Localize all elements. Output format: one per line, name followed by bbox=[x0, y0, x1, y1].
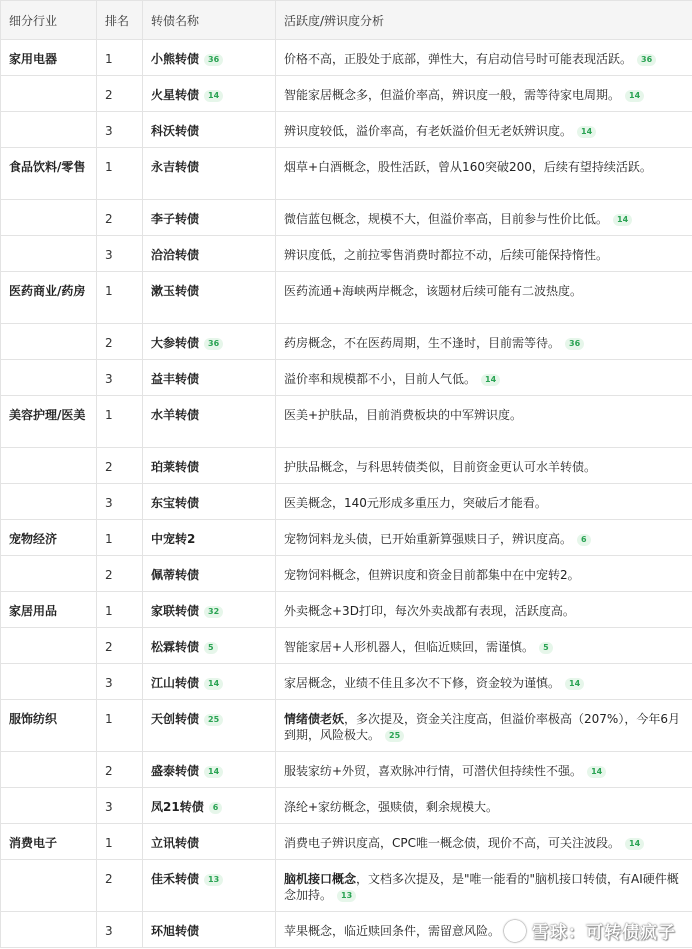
analysis-cell bbox=[276, 76, 692, 112]
table-row bbox=[1, 824, 692, 860]
analysis-cell bbox=[276, 860, 692, 912]
analysis-text: 宠物饲料概念，但辨识度和资金目前都集中在中宠转2。 bbox=[284, 568, 580, 582]
bond-mention-badge: 6 bbox=[209, 802, 223, 814]
table-row bbox=[1, 664, 692, 700]
bond-name[interactable]: 益丰转债 bbox=[151, 372, 200, 386]
table-row bbox=[1, 700, 692, 752]
xueqiu-logo-icon bbox=[504, 920, 526, 942]
table-body bbox=[1, 40, 692, 948]
analysis-cell bbox=[276, 484, 692, 520]
rank-cell: 1 bbox=[97, 396, 143, 448]
analysis-cell bbox=[276, 200, 692, 236]
analysis-text: 医药流通+海峡两岸概念，该题材后续可能有二波热度。 bbox=[284, 284, 583, 298]
analysis-text: 辨识度低，之前拉零售消费时都拉不动，后续可能保持惰性。 bbox=[284, 248, 609, 262]
bond-name-cell bbox=[143, 520, 276, 556]
table-row bbox=[1, 752, 692, 788]
rank-cell: 2 bbox=[97, 76, 143, 112]
analysis-mention-badge: 14 bbox=[613, 214, 632, 226]
analysis-mention-badge: 14 bbox=[565, 678, 584, 690]
bond-name[interactable]: 永吉转债 bbox=[151, 160, 200, 174]
header-analysis: 活跃度/辨识度分析 bbox=[276, 1, 692, 40]
rank-cell: 3 bbox=[97, 788, 143, 824]
analysis-text: 宠物饲料龙头债，已开始重新算强赎日子，辨识度高。 bbox=[284, 532, 573, 546]
header-bond-name: 转债名称 bbox=[143, 1, 276, 40]
analysis-cell bbox=[276, 628, 692, 664]
bond-name-cell bbox=[143, 664, 276, 700]
rank-cell: 3 bbox=[97, 360, 143, 396]
industry-cell bbox=[1, 448, 97, 484]
bond-name[interactable]: 洽洽转债 bbox=[151, 248, 200, 262]
bond-name[interactable]: 漱玉转债 bbox=[151, 284, 200, 298]
analysis-text: 涤纶+家纺概念，强赎债，剩余规模大。 bbox=[284, 800, 499, 814]
rank-cell: 2 bbox=[97, 556, 143, 592]
analysis-cell bbox=[276, 664, 692, 700]
bond-name[interactable]: 江山转债 bbox=[151, 676, 200, 690]
table-row bbox=[1, 484, 692, 520]
analysis-highlight: 脑机接口概念 bbox=[284, 872, 357, 886]
rank-cell: 1 bbox=[97, 700, 143, 752]
rank-cell: 3 bbox=[97, 484, 143, 520]
analysis-text: 智能家居+人形机器人，但临近赎回，需谨慎。 bbox=[284, 640, 535, 654]
analysis-cell bbox=[276, 148, 692, 200]
analysis-text: ，文档多次提及，是"唯一能看的"脑机接口转债，有AI硬件概念加持。 bbox=[284, 872, 679, 902]
bond-name[interactable]: 小熊转债 bbox=[151, 52, 200, 66]
analysis-text: ，多次提及，资金关注度高，但溢价率极高（207%），今年6月到期，风险极大。 bbox=[284, 712, 680, 742]
table-row bbox=[1, 40, 692, 76]
header-rank: 排名 bbox=[97, 1, 143, 40]
industry-cell bbox=[1, 752, 97, 788]
bond-name-cell bbox=[143, 396, 276, 448]
analysis-text: 药房概念，不在医药周期，生不逢时，目前需等待。 bbox=[284, 336, 561, 350]
bond-name-cell bbox=[143, 148, 276, 200]
rank-cell: 1 bbox=[97, 824, 143, 860]
bond-name[interactable]: 李子转债 bbox=[151, 212, 200, 226]
industry-cell bbox=[1, 628, 97, 664]
rank-cell: 1 bbox=[97, 272, 143, 324]
bond-mention-badge: 5 bbox=[204, 642, 218, 654]
table-row bbox=[1, 448, 692, 484]
rank-cell: 3 bbox=[97, 236, 143, 272]
analysis-text: 医美概念，140元形成多重压力，突破后才能看。 bbox=[284, 496, 547, 510]
analysis-cell bbox=[276, 592, 692, 628]
table-row bbox=[1, 788, 692, 824]
bond-name-cell bbox=[143, 700, 276, 752]
table-row bbox=[1, 200, 692, 236]
analysis-mention-badge: 25 bbox=[385, 730, 404, 742]
bond-name[interactable]: 松霖转债 bbox=[151, 640, 200, 654]
table-row bbox=[1, 76, 692, 112]
rank-cell: 1 bbox=[97, 520, 143, 556]
analysis-mention-badge: 5 bbox=[539, 642, 553, 654]
rank-cell: 1 bbox=[97, 592, 143, 628]
rank-cell: 2 bbox=[97, 200, 143, 236]
bond-mention-badge: 14 bbox=[204, 678, 223, 690]
bond-mention-badge: 14 bbox=[204, 90, 223, 102]
analysis-cell bbox=[276, 824, 692, 860]
analysis-mention-badge: 14 bbox=[625, 90, 644, 102]
analysis-text: 价格不高，正股处于底部，弹性大，有启动信号时可能表现活跃。 bbox=[284, 52, 633, 66]
analysis-cell bbox=[276, 448, 692, 484]
table-row bbox=[1, 628, 692, 664]
industry-cell bbox=[1, 236, 97, 272]
table-row bbox=[1, 148, 692, 200]
analysis-text: 智能家居概念多，但溢价率高，辨识度一般，需等待家电周期。 bbox=[284, 88, 621, 102]
analysis-mention-badge: 14 bbox=[481, 374, 500, 386]
header-industry: 细分行业 bbox=[1, 1, 97, 40]
analysis-cell bbox=[276, 396, 692, 448]
bond-name[interactable]: 大参转债 bbox=[151, 336, 200, 350]
bond-name[interactable]: 天创转债 bbox=[151, 712, 200, 726]
analysis-text: 苹果概念，临近赎回条件，需留意风险。 bbox=[284, 924, 501, 938]
bond-name-cell bbox=[143, 628, 276, 664]
analysis-cell bbox=[276, 236, 692, 272]
watermark bbox=[504, 918, 676, 943]
analysis-cell bbox=[276, 788, 692, 824]
analysis-mention-badge: 14 bbox=[587, 766, 606, 778]
analysis-cell bbox=[276, 112, 692, 148]
analysis-text: 外卖概念+3D打印，每次外卖战都有表现，活跃度高。 bbox=[284, 604, 575, 618]
table-row bbox=[1, 112, 692, 148]
bond-name-cell bbox=[143, 360, 276, 396]
rank-cell: 3 bbox=[97, 112, 143, 148]
bond-name[interactable]: 佳禾转债 bbox=[151, 872, 200, 886]
watermark-text: 雪球：可转债疯子 bbox=[532, 923, 676, 943]
bond-name-cell bbox=[143, 788, 276, 824]
analysis-text: 服装家纺+外贸，喜欢脉冲行情，可潜伏但持续性不强。 bbox=[284, 764, 583, 778]
bond-name[interactable]: 家联转债 bbox=[151, 604, 200, 618]
analysis-cell bbox=[276, 360, 692, 396]
bond-name-cell bbox=[143, 236, 276, 272]
industry-cell bbox=[1, 912, 97, 948]
analysis-text: 烟草+白酒概念，股性活跃，曾从160突破200，后续有望持续活跃。 bbox=[284, 160, 652, 174]
industry-cell: 食品饮料/零售 bbox=[1, 148, 97, 200]
industry-cell: 服饰纺织 bbox=[1, 700, 97, 752]
industry-cell bbox=[1, 324, 97, 360]
industry-cell bbox=[1, 76, 97, 112]
table-header-row bbox=[1, 1, 692, 40]
table-row bbox=[1, 592, 692, 628]
table-row bbox=[1, 360, 692, 396]
analysis-text: 消费电子辨识度高，CPC唯一概念债，现价不高，可关注波段。 bbox=[284, 836, 620, 850]
bond-name[interactable]: 东宝转债 bbox=[151, 496, 200, 510]
bond-name[interactable]: 环旭转债 bbox=[151, 924, 200, 938]
analysis-mention-badge: 36 bbox=[637, 54, 656, 66]
bond-name-cell bbox=[143, 752, 276, 788]
rank-cell: 2 bbox=[97, 448, 143, 484]
rank-cell: 3 bbox=[97, 664, 143, 700]
industry-cell bbox=[1, 556, 97, 592]
table-row bbox=[1, 324, 692, 360]
table-row bbox=[1, 272, 692, 324]
table-row bbox=[1, 236, 692, 272]
bond-mention-badge: 13 bbox=[204, 874, 223, 886]
analysis-mention-badge: 14 bbox=[577, 126, 596, 138]
bond-name-cell bbox=[143, 200, 276, 236]
analysis-cell bbox=[276, 752, 692, 788]
bond-name-cell bbox=[143, 448, 276, 484]
rank-cell: 2 bbox=[97, 752, 143, 788]
bond-name-cell bbox=[143, 592, 276, 628]
analysis-text: 医美+护肤品，目前消费板块的中军辨识度。 bbox=[284, 408, 523, 422]
industry-cell bbox=[1, 112, 97, 148]
bond-name[interactable]: 佩蒂转债 bbox=[151, 568, 200, 582]
analysis-highlight: 情绪债老妖 bbox=[284, 712, 345, 726]
analysis-cell bbox=[276, 700, 692, 752]
bond-name[interactable]: 立讯转债 bbox=[151, 836, 200, 850]
industry-cell bbox=[1, 200, 97, 236]
analysis-cell bbox=[276, 272, 692, 324]
table-row bbox=[1, 396, 692, 448]
bond-name-cell bbox=[143, 112, 276, 148]
rank-cell: 2 bbox=[97, 324, 143, 360]
bond-name[interactable]: 中宠转2 bbox=[151, 532, 196, 546]
bond-name-cell bbox=[143, 556, 276, 592]
bond-name[interactable]: 水羊转债 bbox=[151, 408, 200, 422]
analysis-mention-badge: 14 bbox=[625, 838, 644, 850]
bond-name[interactable]: 凤21转债 bbox=[151, 800, 204, 814]
bond-name-cell bbox=[143, 824, 276, 860]
bond-mention-badge: 14 bbox=[204, 766, 223, 778]
analysis-cell bbox=[276, 324, 692, 360]
analysis-cell bbox=[276, 40, 692, 76]
industry-cell: 家用电器 bbox=[1, 40, 97, 76]
industry-cell: 家居用品 bbox=[1, 592, 97, 628]
industry-cell bbox=[1, 360, 97, 396]
analysis-cell bbox=[276, 556, 692, 592]
industry-cell: 宠物经济 bbox=[1, 520, 97, 556]
rank-cell: 1 bbox=[97, 148, 143, 200]
bond-name-cell bbox=[143, 76, 276, 112]
bond-name-cell bbox=[143, 860, 276, 912]
bond-mention-badge: 36 bbox=[204, 54, 223, 66]
bond-mention-badge: 25 bbox=[204, 714, 223, 726]
analysis-text: 辨识度较低，溢价率高，有老妖溢价但无老妖辨识度。 bbox=[284, 124, 573, 138]
bond-mention-badge: 36 bbox=[204, 338, 223, 350]
bond-name-cell bbox=[143, 272, 276, 324]
rank-cell: 1 bbox=[97, 40, 143, 76]
rank-cell: 2 bbox=[97, 860, 143, 912]
bond-name[interactable]: 科沃转债 bbox=[151, 124, 200, 138]
analysis-cell bbox=[276, 520, 692, 556]
bond-name-cell bbox=[143, 324, 276, 360]
industry-cell bbox=[1, 788, 97, 824]
table-row bbox=[1, 860, 692, 912]
bond-name[interactable]: 火星转债 bbox=[151, 88, 200, 102]
analysis-text: 家居概念，业绩不佳且多次不下修，资金较为谨慎。 bbox=[284, 676, 561, 690]
table-row bbox=[1, 520, 692, 556]
rank-cell: 3 bbox=[97, 912, 143, 948]
table-row bbox=[1, 556, 692, 592]
analysis-text: 微信蓝包概念，规模不大，但溢价率高，目前参与性价比低。 bbox=[284, 212, 609, 226]
bond-name[interactable]: 珀莱转债 bbox=[151, 460, 200, 474]
analysis-mention-badge: 13 bbox=[337, 890, 356, 902]
industry-cell: 医药商业/药房 bbox=[1, 272, 97, 324]
industry-cell: 消费电子 bbox=[1, 824, 97, 860]
industry-cell: 美容护理/医美 bbox=[1, 396, 97, 448]
industry-cell bbox=[1, 860, 97, 912]
analysis-mention-badge: 36 bbox=[565, 338, 584, 350]
analysis-mention-badge: 6 bbox=[577, 534, 591, 546]
industry-cell bbox=[1, 664, 97, 700]
bond-name-cell bbox=[143, 40, 276, 76]
rank-cell: 2 bbox=[97, 628, 143, 664]
bond-name-cell bbox=[143, 484, 276, 520]
bond-mention-badge: 32 bbox=[204, 606, 223, 618]
bond-name-cell bbox=[143, 912, 276, 948]
industry-cell bbox=[1, 484, 97, 520]
analysis-text: 护肤品概念，与科思转债类似，目前资金更认可水羊转债。 bbox=[284, 460, 597, 474]
analysis-text: 溢价率和规模都不小，目前人气低。 bbox=[284, 372, 477, 386]
bond-name[interactable]: 盛泰转债 bbox=[151, 764, 200, 778]
